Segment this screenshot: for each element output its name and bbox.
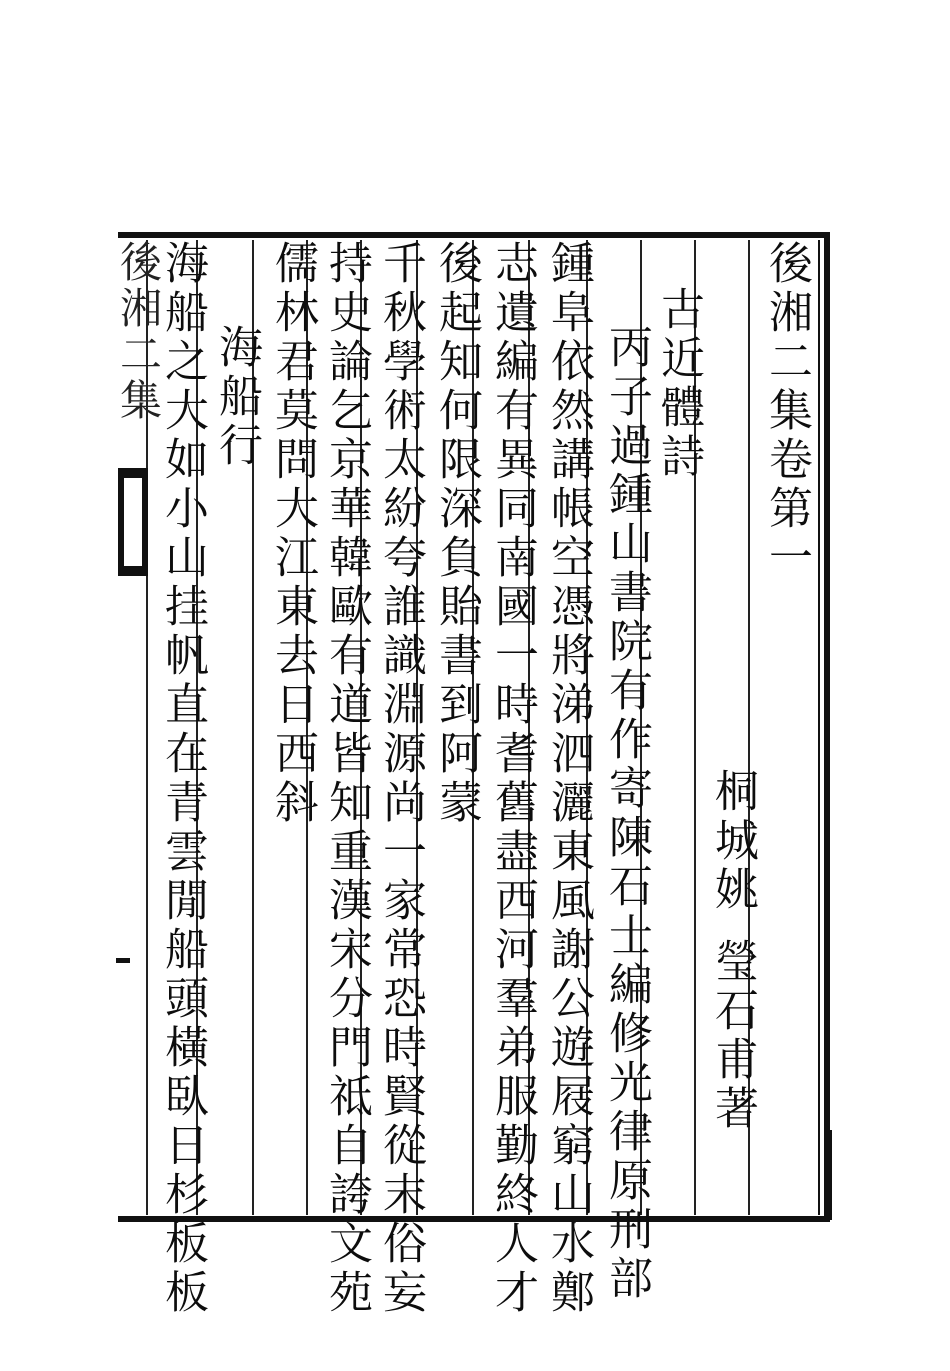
poem-line: 持史論乞京華韓歐有道皆知重漢宋分門祗自誇文苑 (321, 240, 372, 1318)
poem-line: 鍾阜依然講帳空憑將涕泗灑東風謝公遊屐窮山水鄭 (543, 240, 594, 1318)
genre-heading: 古近體詩 (653, 286, 704, 482)
author-place: 桐城姚 (707, 768, 758, 915)
poem-title: 丙子過鍾山書院有作寄陳石士編修光律原刑部 (601, 324, 652, 1304)
poem-line: 海船之大如小山挂帆直在青雲閒船頭橫臥日杉板板 (157, 240, 208, 1318)
frame-inner-rule (818, 240, 820, 1215)
margin-mark (116, 958, 130, 963)
poem-line: 後起知何限深負貽書到阿蒙 (431, 240, 482, 828)
poem-line: 儒林君莫問大江東去日西斜 (267, 240, 318, 828)
frame-corner-mark (826, 1130, 832, 1220)
author-name: 瑩石甫著 (707, 938, 758, 1134)
fishtail-notch (124, 478, 142, 566)
margin-book-title: 後湘二集 (114, 240, 163, 424)
poem-line: 志遺編有異同南國一時耆舊盡西河羣弟服勤終人才 (487, 240, 538, 1318)
poem-title: 海船行 (211, 324, 262, 471)
volume-title: 後湘二集卷第一 (761, 240, 812, 583)
poem-line: 千秋學術太紛夸誰識淵源尚一家常恐時賢從末俗妄 (375, 240, 426, 1318)
